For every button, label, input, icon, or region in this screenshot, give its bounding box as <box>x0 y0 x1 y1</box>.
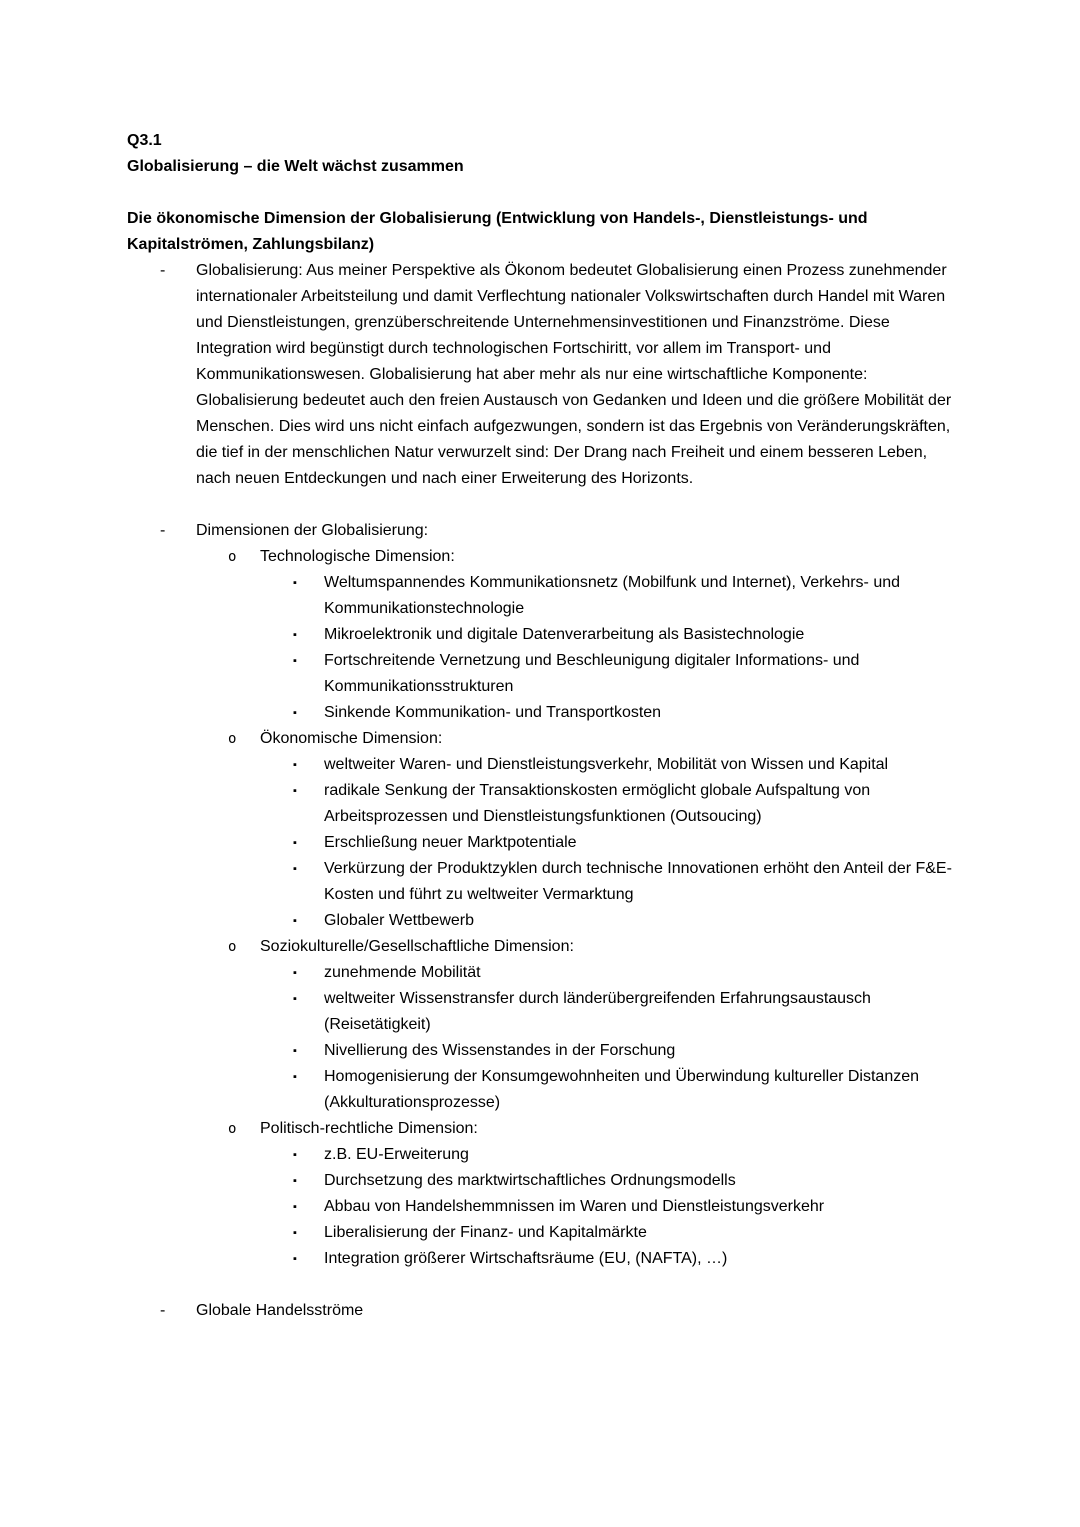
list-item <box>127 544 953 570</box>
list-item <box>127 726 953 752</box>
bullet-marker: ▪ <box>293 1201 297 1213</box>
list-item <box>127 778 953 830</box>
list-item <box>127 1064 953 1116</box>
list-item <box>127 1142 953 1168</box>
bullet-marker: ▪ <box>293 1071 297 1083</box>
list-item <box>127 986 953 1038</box>
list-item <box>127 622 953 648</box>
list-item <box>127 1220 953 1246</box>
list-item <box>127 1298 953 1324</box>
bullet-marker: - <box>160 1302 166 1319</box>
list-item <box>127 1038 953 1064</box>
list-item-text: weltweiter Waren- und Dienstleistungsverkehr, Mobilität von Wissen und Kapital <box>324 756 889 773</box>
list-item-text: Globaler Wettbewerb <box>324 912 474 929</box>
bullet-marker: ▪ <box>293 863 297 875</box>
list-item-text: Nivellierung des Wissenstandes in der Forschung <box>324 1042 676 1059</box>
bullet-marker: ▪ <box>293 1175 297 1187</box>
bullet-marker: ▪ <box>293 915 297 927</box>
list-item <box>127 1168 953 1194</box>
bullet-marker: ▪ <box>293 1149 297 1161</box>
list-item <box>127 1116 953 1142</box>
bullet-marker: ▪ <box>293 837 297 849</box>
list-item-text: Globalisierung: Aus meiner Perspektive als Ökonom bedeutet Globalisierung einen Prozess zunehmender internationaler Arbeitsteilung und damit Verflechtung nationaler Volkswirtschaften durch Handel mit Waren und Dienstleistungen, grenzüberschreitende Unternehmensinvestitionen und Finanzströme. Diese Integration wird begünstigt durch technologischen Fortschiritt, vor allem im Transport- und Kommunikationswesen. Globalisierung hat aber mehr als nur eine wirtschaftliche Komponente: Globalisierung bedeutet auch den freien Austausch von Gedanken und Ideen und die größere Mobilität der Menschen. Dies wird uns nicht einfach aufgezwungen, sondern ist das Ergebnis von Veränderungskräften, die tief in der menschlichen Natur verwurzelt sind: Der Drang nach Freiheit und einem besseren Leben, nach neuen Entdeckungen und nach einer Erweiterung des Horizonts. <box>196 262 952 487</box>
list-item-text: Technologische Dimension: <box>260 548 455 565</box>
bullet-marker: o <box>228 549 237 565</box>
list-item <box>127 752 953 778</box>
list-item <box>127 1194 953 1220</box>
list-item-text: Mikroelektronik und digitale Datenverarbeitung als Basistechnologie <box>324 626 805 643</box>
bullet-marker: ▪ <box>293 655 297 667</box>
list-item-text: Durchsetzung des marktwirtschaftliches Ordnungsmodells <box>324 1172 736 1189</box>
list-item-text: zunehmende Mobilität <box>324 964 481 981</box>
list-item-text: Fortschreitende Vernetzung und Beschleunigung digitaler Informations- und Kommunikationsstrukturen <box>324 652 860 695</box>
list-item <box>127 570 953 622</box>
list-item-text: Liberalisierung der Finanz- und Kapitalmärkte <box>324 1224 647 1241</box>
list-item <box>127 518 953 544</box>
page-title: Q3.1 <box>127 132 162 149</box>
list-item-text: Weltumspannendes Kommunikationsnetz (Mobilfunk und Internet), Verkehrs- und Kommunikationstechnologie <box>324 574 901 617</box>
list-item-text: Soziokulturelle/Gesellschaftliche Dimension: <box>260 938 574 955</box>
list-item <box>127 908 953 934</box>
bullet-marker: ▪ <box>293 967 297 979</box>
bullet-marker: ▪ <box>293 1253 297 1265</box>
list-item-text: Dimensionen der Globalisierung: <box>196 522 429 539</box>
page-subtitle: Globalisierung – die Welt wächst zusammen <box>127 158 464 175</box>
list-item <box>127 1246 953 1272</box>
bullet-marker: - <box>160 522 166 539</box>
bullet-marker: o <box>228 1121 237 1137</box>
list-item <box>127 830 953 856</box>
list-item <box>127 960 953 986</box>
list-item-text: Homogenisierung der Konsumgewohnheiten und Überwindung kultureller Distanzen (Akkulturationsprozesse) <box>324 1068 920 1111</box>
bullet-marker: ▪ <box>293 707 297 719</box>
bullet-marker: ▪ <box>293 759 297 771</box>
list-item-text: Verkürzung der Produktzyklen durch technische Innovationen erhöht den Anteil der F&E-Kosten und führt zu weltweiter Vermarktung <box>324 860 952 903</box>
list-item-text: z.B. EU-Erweiterung <box>324 1146 469 1163</box>
bullet-marker: ▪ <box>293 1045 297 1057</box>
list-item <box>127 258 953 492</box>
bullet-marker: ▪ <box>293 993 297 1005</box>
list-item <box>127 700 953 726</box>
bullet-marker: ▪ <box>293 629 297 641</box>
list-item-text: Sinkende Kommunikation- und Transportkosten <box>324 704 662 721</box>
bullet-list <box>127 258 953 1324</box>
list-item-text: weltweiter Wissenstransfer durch länderübergreifenden Erfahrungsaustausch (Reisetätigkeit) <box>324 990 871 1033</box>
bullet-marker: o <box>228 939 237 955</box>
list-item <box>127 856 953 908</box>
list-item-text: Integration größerer Wirtschaftsräume (EU, (NAFTA), …) <box>324 1250 728 1267</box>
list-item-text: radikale Senkung der Transaktionskosten ermöglicht globale Aufspaltung von Arbeitsprozessen und Dienstleistungsfunktionen (Outsoucing) <box>324 782 871 825</box>
section-heading: Die ökonomische Dimension der Globalisierung (Entwicklung von Handels-, Dienstleistungs- und Kapitalströmen, Zahlungsbilanz) <box>127 210 868 253</box>
bullet-marker: - <box>160 262 166 279</box>
bullet-marker: ▪ <box>293 577 297 589</box>
list-item-text: Erschließung neuer Marktpotentiale <box>324 834 577 851</box>
list-item <box>127 934 953 960</box>
list-item-text: Ökonomische Dimension: <box>260 730 443 747</box>
bullet-marker: ▪ <box>293 785 297 797</box>
list-item-text: Politisch-rechtliche Dimension: <box>260 1120 478 1137</box>
list-item <box>127 648 953 700</box>
bullet-marker: o <box>228 731 237 747</box>
bullet-marker: ▪ <box>293 1227 297 1239</box>
list-item-text: Abbau von Handelshemmnissen im Waren und Dienstleistungsverkehr <box>324 1198 825 1215</box>
list-item-text: Globale Handelsströme <box>196 1302 364 1319</box>
